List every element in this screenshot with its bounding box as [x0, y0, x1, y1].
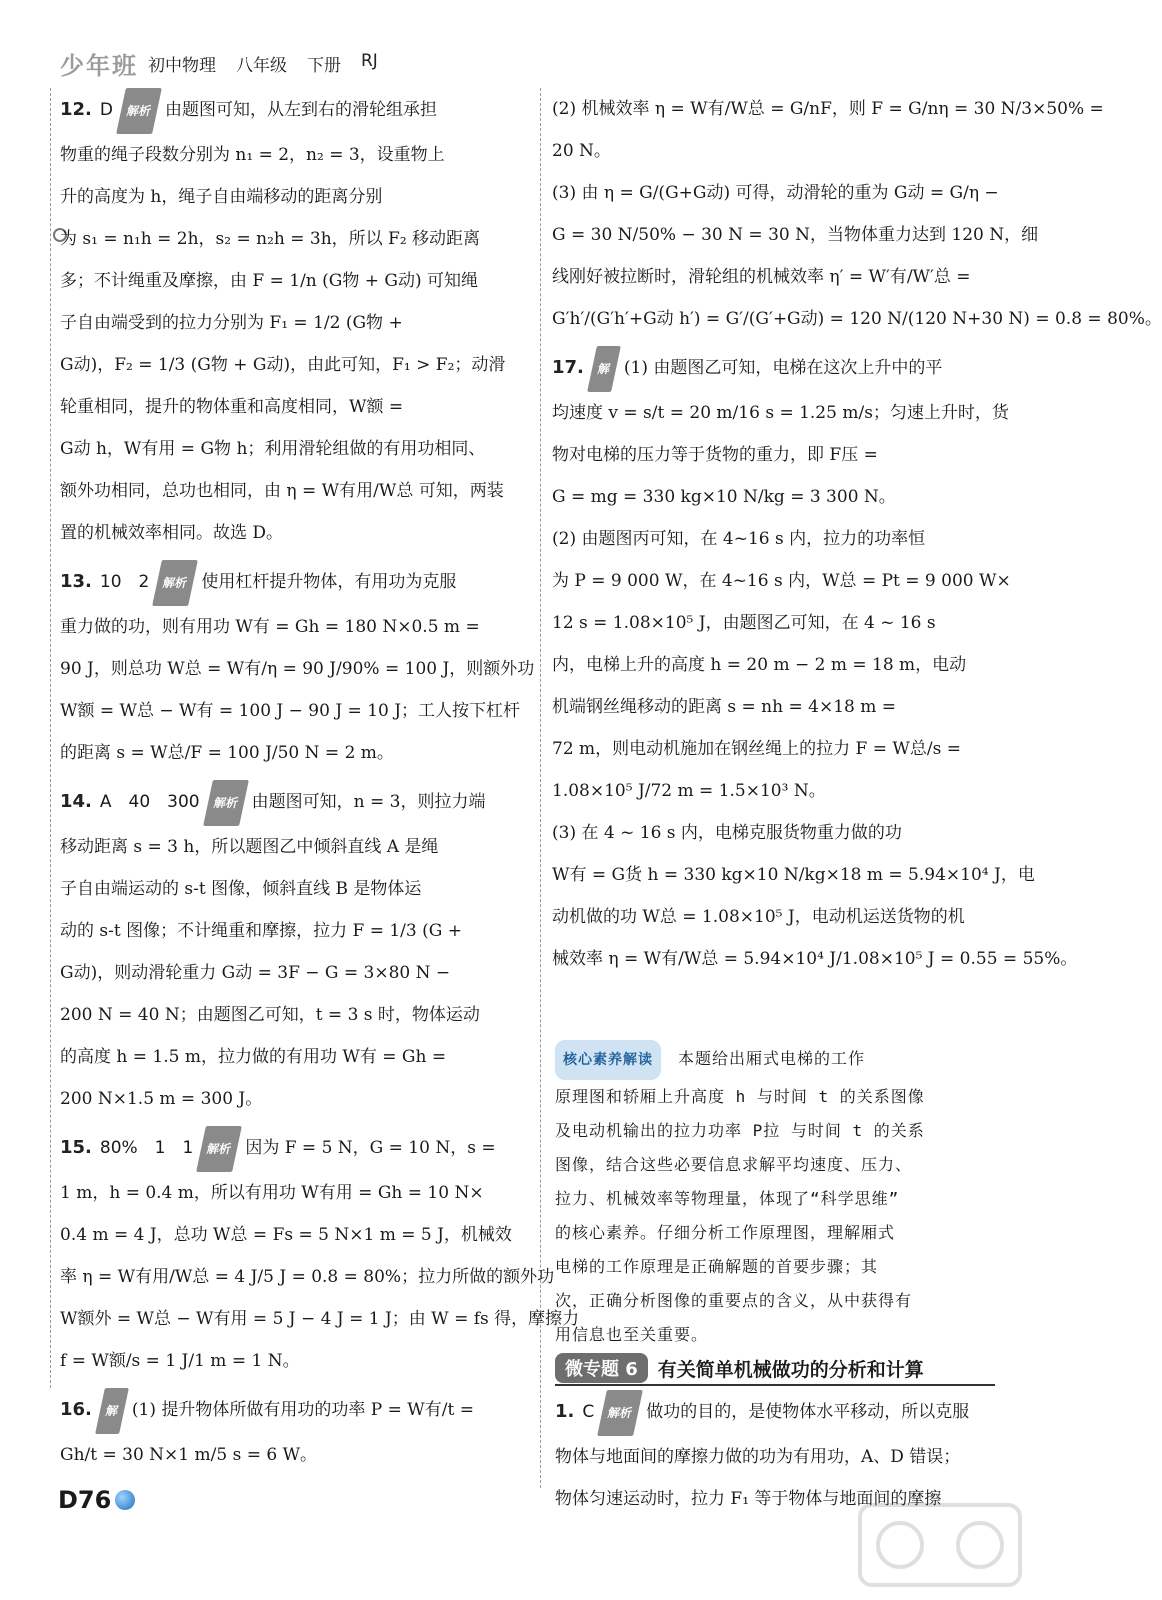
analysis-tag: 解析	[196, 1126, 242, 1172]
answer: D	[99, 100, 113, 120]
explanation-line: 内，电梯上升的高度 h = 20 m − 2 m = 18 m，电动	[552, 655, 967, 675]
question-number: 12.	[60, 99, 92, 120]
question-number: 1.	[555, 1401, 575, 1422]
left-question	[60, 1388, 530, 1476]
explanation-line: 重力做的功，则有用功 W有 = Gh = 180 N×0.5 m =	[60, 617, 480, 637]
explanation-line: W额 = W总 − W有 = 100 J − 90 J = 10 J；工人按下杠杆	[60, 701, 521, 721]
analysis-tag: 解析	[597, 1390, 643, 1436]
core-literacy-line: 拉力、机械效率等物理量，体现了“科学思维”	[555, 1189, 900, 1208]
analysis-tag: 解析	[203, 780, 249, 826]
explanation-line: (1) 由题图乙可知，电梯在这次上升中的平	[623, 358, 943, 378]
explanation-line: W有 = G货 h = 330 kg×10 N/kg×18 m = 5.94×10⁴ J，电	[552, 865, 1035, 885]
explanation-line: (1) 提升物体所做有用功的功率 P = W有/t =	[131, 1400, 474, 1420]
core-literacy-text	[555, 1040, 1000, 1352]
brand-logo: 少年班	[60, 51, 138, 80]
analysis-tag: 解	[587, 346, 621, 392]
explanation-line: 200 N = 40 N；由题图乙可知，t = 3 s 时，物体运动	[60, 1005, 480, 1025]
explanation-line: 机端钢丝绳移动的距离 s = nh = 4×18 m =	[552, 697, 896, 717]
page-number-text: D76	[58, 1486, 112, 1514]
explanation-line: 额外功相同，总功也相同，由 η = W有用/W总 可知，两装	[60, 481, 504, 501]
core-literacy-line	[555, 1040, 1000, 1080]
right-question	[552, 346, 1078, 980]
left-question	[60, 1126, 580, 1382]
topic-header	[555, 1352, 995, 1386]
right-column	[552, 88, 1162, 986]
explanation-line: 物重的绳子段数分别为 n₁ = 2，n₂ = 3，设重物上	[60, 145, 445, 165]
explanation-line: G动)，则动滑轮重力 G动 = 3F − G = 3×80 N −	[60, 963, 451, 983]
explanation-line: 物体与地面间的摩擦力做的功为有用功，A、D 错误；	[555, 1447, 961, 1467]
topic-title: 有关简单机械做功的分析和计算	[657, 1358, 924, 1381]
explanation-line: 线刚好被拉断时，滑轮组的机械效率 η′ = W′有/W′总 =	[552, 267, 971, 287]
explanation-line: 子自由端运动的 s-t 图像，倾斜直线 B 是物体运	[60, 879, 422, 899]
core-literacy-sentence: 本题给出厢式电梯的工作	[678, 1049, 866, 1068]
explanation-line: 多；不计绳重及摩擦，由 F = 1/n (G物 + G动) 可知绳	[60, 271, 479, 291]
explanation-line: 为 s₁ = n₁h = 2h，s₂ = n₂h = 3h，所以 F₂ 移动距离	[60, 229, 481, 249]
book-info	[148, 51, 378, 76]
explanation-line: f = W额/s = 1 J/1 m = 1 N。	[60, 1351, 300, 1371]
edition: RJ	[361, 50, 378, 71]
explanation-line: G动 h，W有用 = G物 h；利用滑轮组做的有用功相同、	[60, 439, 486, 459]
explanation-line: (2) 机械效率 η = W有/W总 = G/nF，则 F = G/nη = 30 N/3×50% =	[552, 99, 1104, 119]
explanation-line: G动)，F₂ = 1/3 (G物 + G动)，由此可知，F₁ > F₂；动滑	[60, 355, 506, 375]
subject: 初中物理	[148, 55, 216, 76]
left-question	[60, 88, 530, 554]
topic-label: 微专题 6	[555, 1353, 648, 1383]
explanation-line: 动的 s-t 图像；不计绳重和摩擦，拉力 F = 1/3 (G +	[60, 921, 462, 941]
explanation-line: Gh/t = 30 N×1 m/5 s = 6 W。	[60, 1445, 318, 1465]
question-number: 16.	[60, 1399, 92, 1420]
explanation-line: 12 s = 1.08×10⁵ J，由题图乙可知，在 4 ~ 16 s	[552, 613, 936, 633]
left-margin-line	[50, 88, 51, 1388]
question-head	[60, 88, 530, 134]
explanation-line: 为 P = 9 000 W，在 4~16 s 内，W总 = Pt = 9 000 W×	[552, 571, 1011, 591]
explanation-line: 动机做的功 W总 = 1.08×10⁵ J，电动机运送货物的机	[552, 907, 965, 927]
explanation-line: 物体匀速运动时，拉力 F₁ 等于物体与地面间的摩擦	[555, 1489, 942, 1509]
page-header	[60, 48, 378, 78]
core-literacy-line: 及电动机输出的拉力功率 P拉 与时间 t 的关系	[555, 1121, 925, 1140]
explanation-line: W额外 = W总 − W有用 = 5 J − 4 J = 1 J；由 W = fs 得，摩擦力	[60, 1309, 580, 1329]
explanation-line: 1.08×10⁵ J/72 m = 1.5×10³ N。	[552, 781, 826, 801]
left-question	[60, 560, 535, 774]
explanation-line: (3) 在 4 ~ 16 s 内，电梯克服货物重力做的功	[552, 823, 902, 843]
answer: C	[582, 1402, 595, 1422]
analysis-tag: 解析	[116, 88, 162, 134]
explanation-line: 率 η = W有用/W总 = 4 J/5 J = 0.8 = 80%；拉力所做的额外功	[60, 1267, 555, 1287]
explanation-line: 90 J，则总功 W总 = W有/η = 90 J/90% = 100 J，则额外功	[60, 659, 535, 679]
question-number: 15.	[60, 1137, 92, 1158]
explanation-line: 升的高度为 h，绳子自由端移动的距离分别	[60, 187, 383, 207]
left-question	[60, 780, 530, 1120]
explanation-line: 的高度 h = 1.5 m，拉力做的有用功 W有 = Gh =	[60, 1047, 447, 1067]
explanation-line: 0.4 m = 4 J，总功 W总 = Fs = 5 N×1 m = 5 J，机械效	[60, 1225, 512, 1245]
grade: 八年级	[236, 55, 287, 76]
explanation-line: 做功的目的，是使物体水平移动，所以克服	[646, 1402, 970, 1422]
explanation-line: 因为 F = 5 N，G = 10 N，s =	[245, 1138, 496, 1158]
explanation-line: 械效率 η = W有/W总 = 5.94×10⁴ J/1.08×10⁵ J = 0.55 = 55%。	[552, 949, 1078, 969]
question-head	[552, 346, 1002, 392]
explanation-line: 200 N×1.5 m = 300 J。	[60, 1089, 263, 1109]
question-number: 13.	[60, 571, 92, 592]
question-number: 17.	[552, 357, 584, 378]
answer: A 40 300	[99, 792, 200, 812]
globe-icon	[115, 1490, 135, 1510]
explanation-line: 1 m，h = 0.4 m，所以有用功 W有用 = Gh = 10 N×	[60, 1183, 484, 1203]
analysis-tag: 解析	[152, 560, 198, 606]
answer: 80% 1 1	[99, 1138, 194, 1158]
explanation-line: 置的机械效率相同。故选 D。	[60, 523, 284, 543]
explanation-line: 子自由端受到的拉力分别为 F₁ = 1/2 (G物 +	[60, 313, 403, 333]
explanation-line: (2) 由题图丙可知，在 4~16 s 内，拉力的功率恒	[552, 529, 926, 549]
explanation-line: G = 30 N/50% − 30 N = 30 N，当物体重力达到 120 N，细	[552, 225, 1039, 245]
core-literacy-line: 电梯的工作原理是正确解题的首要步骤；其	[555, 1257, 879, 1276]
explanation-line: 由题图可知，从左到右的滑轮组承担	[165, 100, 437, 120]
explanation-line: 由题图可知，n = 3，则拉力端	[251, 792, 486, 812]
watermark-logo-icon	[855, 1500, 1025, 1590]
page-number	[58, 1486, 135, 1514]
question-head	[555, 1390, 1000, 1436]
question-head	[60, 1388, 530, 1434]
question-head	[60, 1126, 530, 1172]
explanation-line: 的距离 s = W总/F = 100 J/50 N = 2 m。	[60, 743, 394, 763]
core-literacy-note	[555, 1040, 1000, 1352]
explanation-line: (3) 由 η = G/(G+G动) 可得，动滑轮的重为 G动 = G/η −	[552, 183, 999, 203]
volume: 下册	[307, 55, 341, 76]
question-head	[60, 560, 530, 606]
explanation-line: 72 m，则电动机施加在钢丝绳上的拉力 F = W总/s =	[552, 739, 961, 759]
core-literacy-line: 用信息也至关重要。	[555, 1325, 709, 1344]
explanation-line: 使用杠杆提升物体，有用功为克服	[201, 572, 457, 592]
explanation-line: 轮重相同，提升的物体重和高度相同，W额 =	[60, 397, 404, 417]
core-literacy-line: 原理图和轿厢上升高度 h 与时间 t 的关系图像	[555, 1087, 925, 1106]
analysis-tag: 解	[95, 1388, 129, 1434]
core-literacy-line: 图像，结合这些必要信息求解平均速度、压力、	[555, 1155, 913, 1174]
right-question	[552, 88, 1162, 340]
question-head	[60, 780, 530, 826]
core-literacy-line: 次，正确分析图像的重要点的含义，从中获得有	[555, 1291, 913, 1310]
core-literacy-line: 的核心素养。仔细分析工作原理图，理解厢式	[555, 1223, 896, 1242]
explanation-line: 移动距离 s = 3 h，所以题图乙中倾斜直线 A 是绳	[60, 837, 439, 857]
explanation-line: 物对电梯的压力等于货物的重力，即 F压 =	[552, 445, 878, 465]
explanation-line: 均速度 v = s/t = 20 m/16 s = 1.25 m/s；匀速上升时，货	[552, 403, 1009, 423]
explanation-line: G′h′/(G′h′+G动 h′) = G′/(G′+G动) = 120 N/(120 N+30 N) = 0.8 = 80%。	[552, 309, 1162, 329]
explanation-line: G = mg = 330 kg×10 N/kg = 3 300 N。	[552, 487, 896, 507]
answer: 10 2	[99, 572, 150, 592]
core-literacy-badge: 核心素养解读	[555, 1040, 661, 1080]
explanation-line: 20 N。	[552, 141, 611, 161]
question-number: 14.	[60, 791, 92, 812]
